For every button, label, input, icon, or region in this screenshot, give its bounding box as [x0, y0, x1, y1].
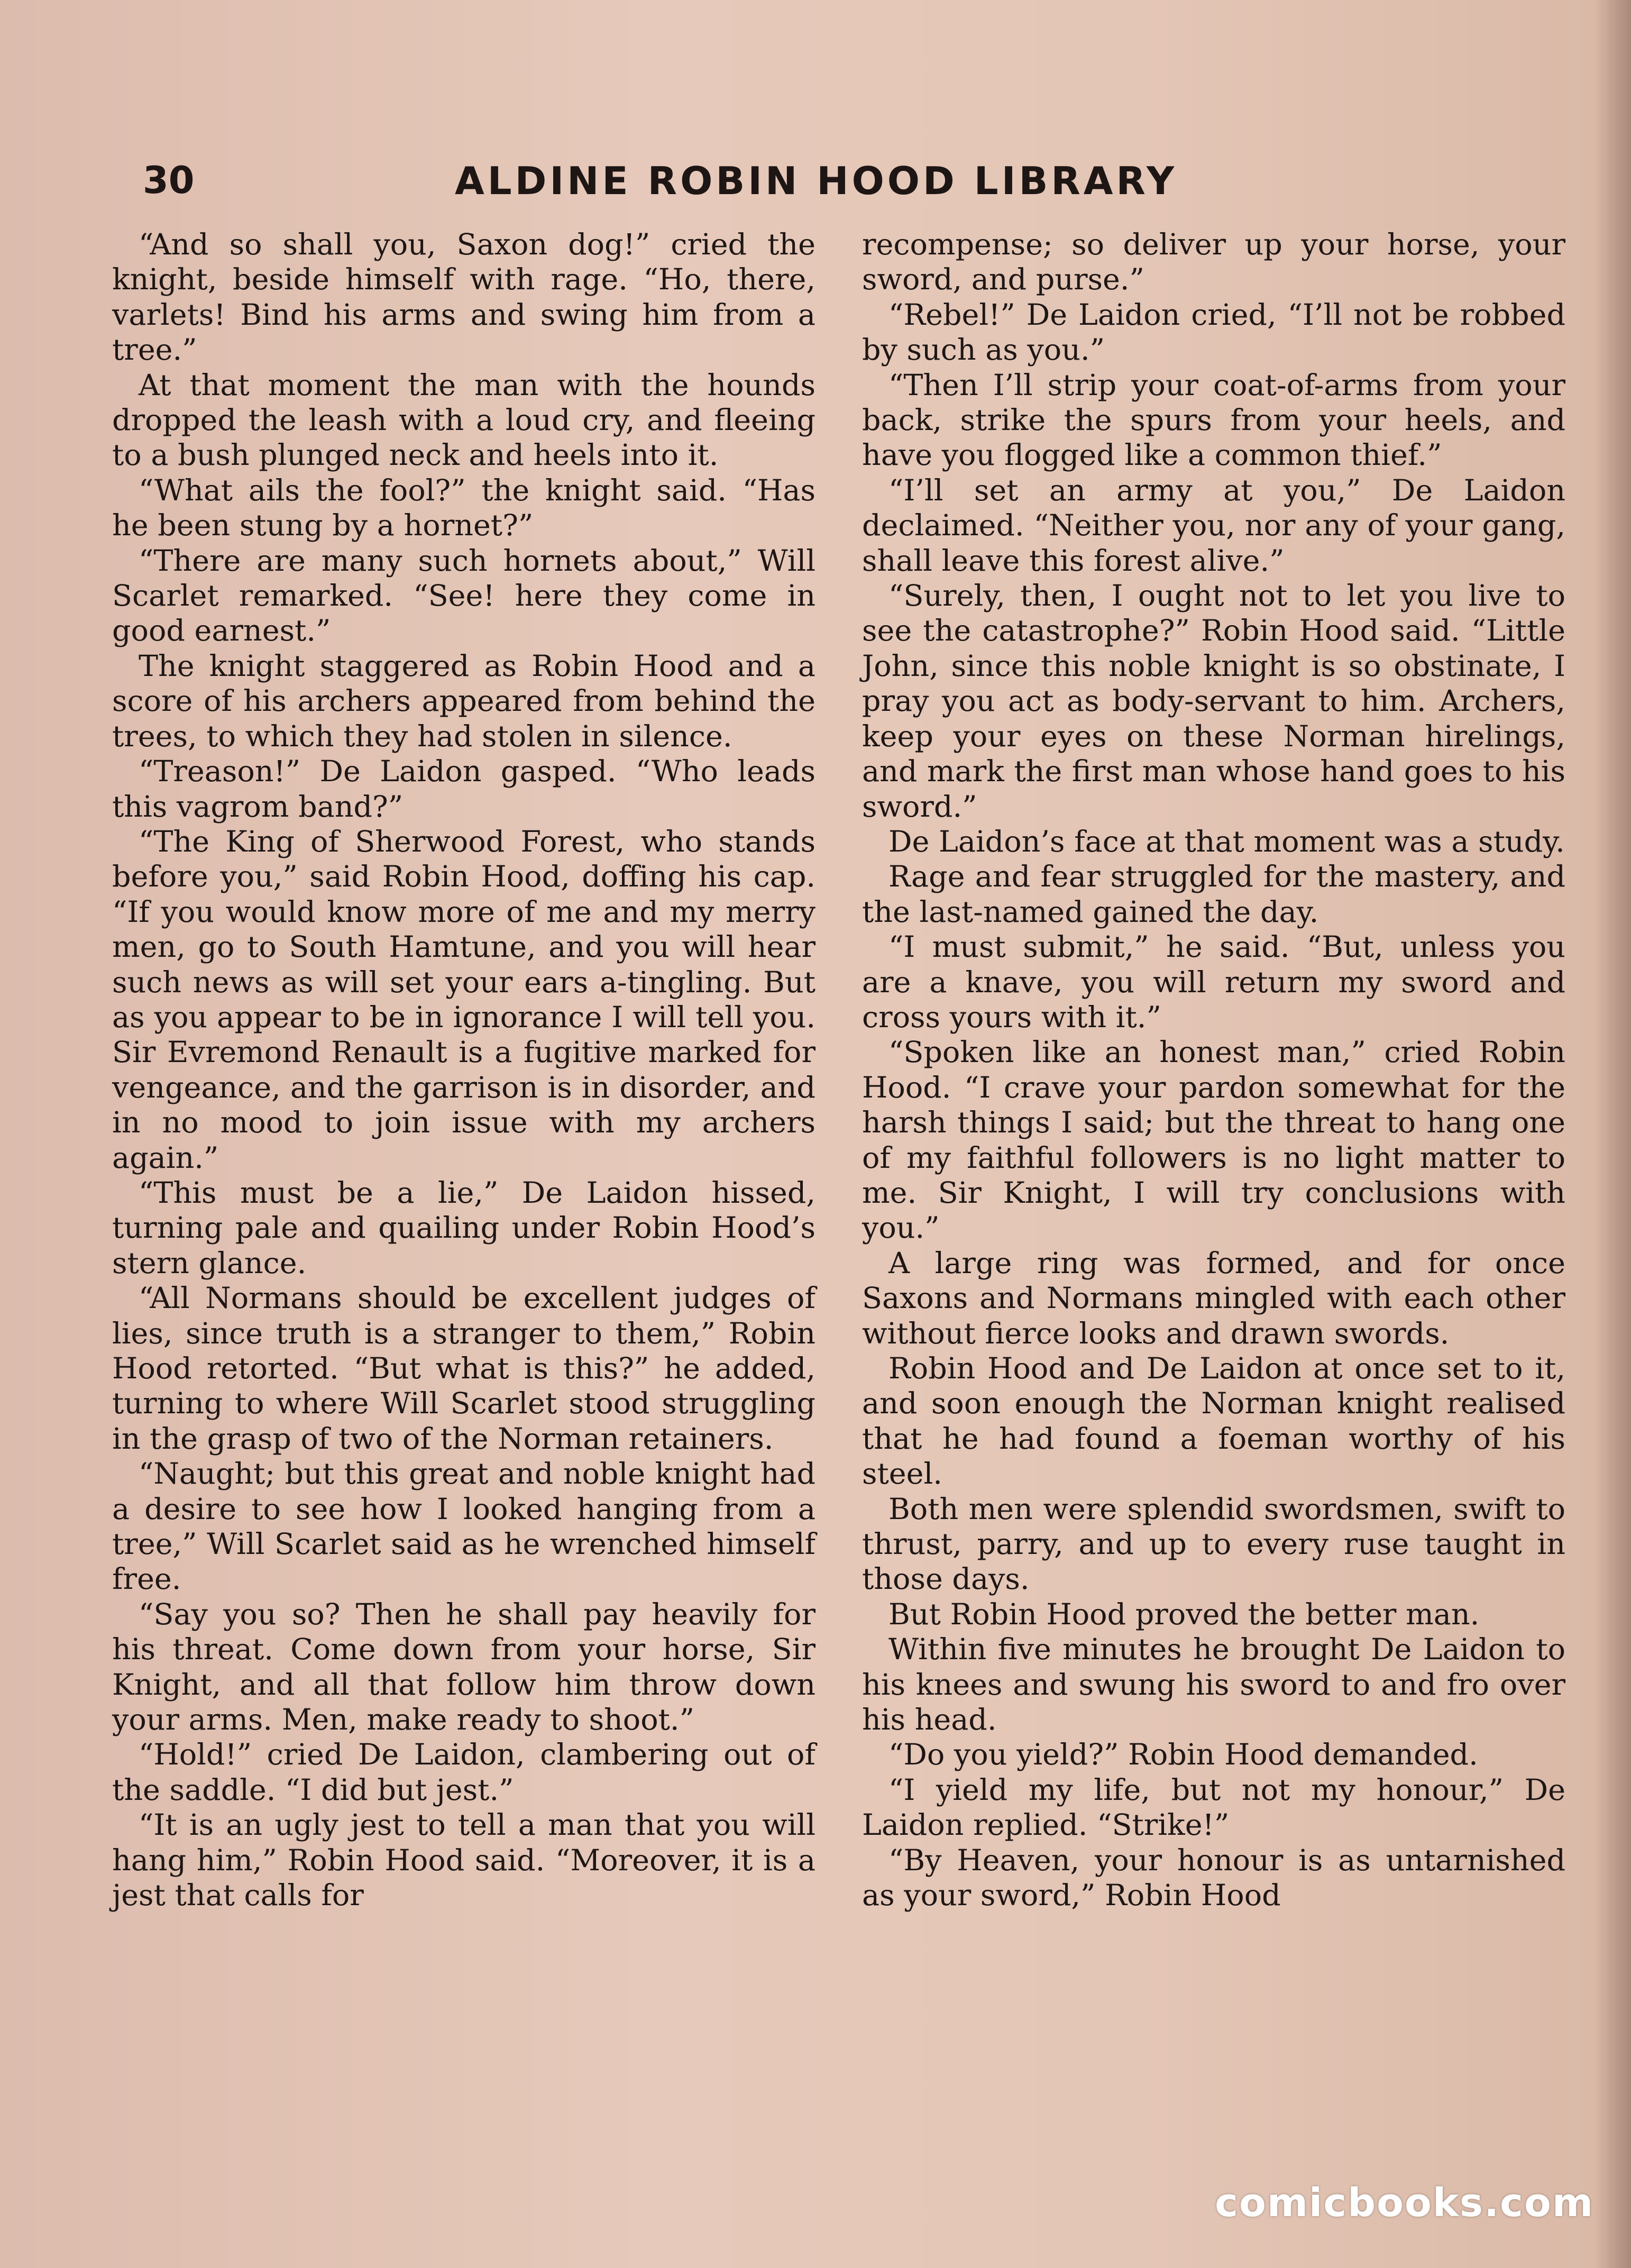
page-spine-shadow — [1594, 0, 1631, 2268]
page-number: 30 — [143, 159, 195, 202]
paragraph: “I’ll set an army at you,” De Laidon declaimed. “Neither you, nor any of your gang, shall leave this forest alive.” — [862, 473, 1565, 578]
paragraph: “There are many such hornets about,” Will Scarlet remarked. “See! here they come in good earnest.” — [112, 543, 816, 648]
paragraph: Robin Hood and De Laidon at once set to it, and soon enough the Norman knight realised that he had found a foeman worthy of his steel. — [862, 1351, 1565, 1492]
paragraph: “I must submit,” he said. “But, unless you are a knave, you will return my sword and cross yours with it.” — [862, 930, 1565, 1035]
paragraph: “And so shall you, Saxon dog!” cried the knight, beside himself with rage. “Ho, there, varlets! Bind his arms and swing him from a tree.” — [112, 227, 816, 368]
paragraph: “Do you yield?” Robin Hood demanded. — [888, 1737, 1478, 1772]
paragraph: Rage and fear struggled for the mastery, and the last-named gained the day. — [862, 859, 1565, 929]
paragraph: “Hold!” cried De Laidon, clambering out of the saddle. “I did but jest.” — [112, 1737, 816, 1807]
paragraph: “Treason!” De Laidon gasped. “Who leads this vagrom band?” — [112, 754, 816, 824]
paragraph: “Naught; but this great and noble knight had a desire to see how I looked hanging from a tree,” Will Scarlet said as he wrenched himself free. — [112, 1457, 816, 1597]
paragraph: “I yield my life, but not my honour,” De Laidon replied. “Strike!” — [862, 1772, 1565, 1843]
page-header — [143, 159, 1232, 206]
paragraph: “All Normans should be excellent judges of lies, since truth is a stranger to them,” Robin Hood retorted. “But what is this?” he added, turning to where Will Scarlet stood struggling in the grasp of two of the Norman retainers. — [112, 1281, 816, 1456]
paragraph: De Laidon’s face at that moment was a study. — [888, 824, 1565, 859]
paragraph: Within five minutes he brought De Laidon to his knees and swung his sword to and fro over his head. — [862, 1632, 1565, 1737]
paragraph: The knight staggered as Robin Hood and a score of his archers appeared from behind the trees, to which they had stolen in silence. — [112, 648, 816, 754]
paragraph: But Robin Hood proved the better man. — [888, 1597, 1480, 1632]
paragraph: “What ails the fool?” the knight said. “Has he been stung by a hornet?” — [112, 473, 816, 543]
paragraph: “Rebel!” De Laidon cried, “I’ll not be robbed by such as you.” — [862, 297, 1565, 368]
paragraph: “It is an ugly jest to tell a man that you will hang him,” Robin Hood said. “Moreover, it is a jest that calls for — [112, 1808, 816, 1913]
running-title: ALDINE ROBIN HOOD LIBRARY — [455, 159, 1178, 203]
paragraph: A large ring was formed, and for once Saxons and Normans mingled with each other without fierce looks and drawn swords. — [862, 1246, 1565, 1351]
paragraph: “By Heaven, your honour is as untarnished as your sword,” Robin Hood — [862, 1843, 1565, 1913]
paragraph: Both men were splendid swordsmen, swift to thrust, parry, and up to every ruse taught in those days. — [862, 1492, 1565, 1597]
paragraph: At that moment the man with the hounds dropped the leash with a loud cry, and fleeing to a bush plunged neck and heels into it. — [112, 368, 816, 473]
paragraph: “Say you so? Then he shall pay heavily for his threat. Come down from your horse, Sir Knight, and all that follow him throw down your arms. Men, make ready to shoot.” — [112, 1597, 816, 1737]
paragraph: “The King of Sherwood Forest, who stands before you,” said Robin Hood, doffing his cap. “If you would know more of me and my merry men, go to South Hamtune, and you will hear such news as will set your ears a-tingling. But as you appear to be in ignorance I will tell you. Sir Evremond Renault is a fugitive marked for vengeance, and the garrison is in disorder, and in no mood to join issue with my archers again.” — [112, 824, 816, 1175]
text-column-right — [862, 227, 1565, 1914]
watermark: comicbooks.com — [1215, 2180, 1594, 2226]
paragraph: “Then I’ll strip your coat-of-arms from your back, strike the spurs from your heels, and have you flogged like a common thief.” — [862, 368, 1565, 473]
text-column-left — [112, 227, 816, 1914]
paragraph: “Spoken like an honest man,” cried Robin Hood. “I crave your pardon somewhat for the harsh things I said; but the threat to hang one of my faithful followers is no light matter to me. Sir Knight, I will try conclusions with you.” — [862, 1035, 1565, 1246]
paragraph: recompense; so deliver up your horse, your sword, and purse.” — [862, 227, 1565, 297]
paragraph: “This must be a lie,” De Laidon hissed, turning pale and quailing under Robin Hood’s stern glance. — [112, 1175, 816, 1281]
paragraph: “Surely, then, I ought not to let you live to see the catastrophe?” Robin Hood said. “Little John, since this noble knight is so obstinate, I pray you act as body-servant to him. Archers, keep your eyes on these Norman hirelings, and mark the first man whose hand goes to his sword.” — [862, 579, 1565, 824]
